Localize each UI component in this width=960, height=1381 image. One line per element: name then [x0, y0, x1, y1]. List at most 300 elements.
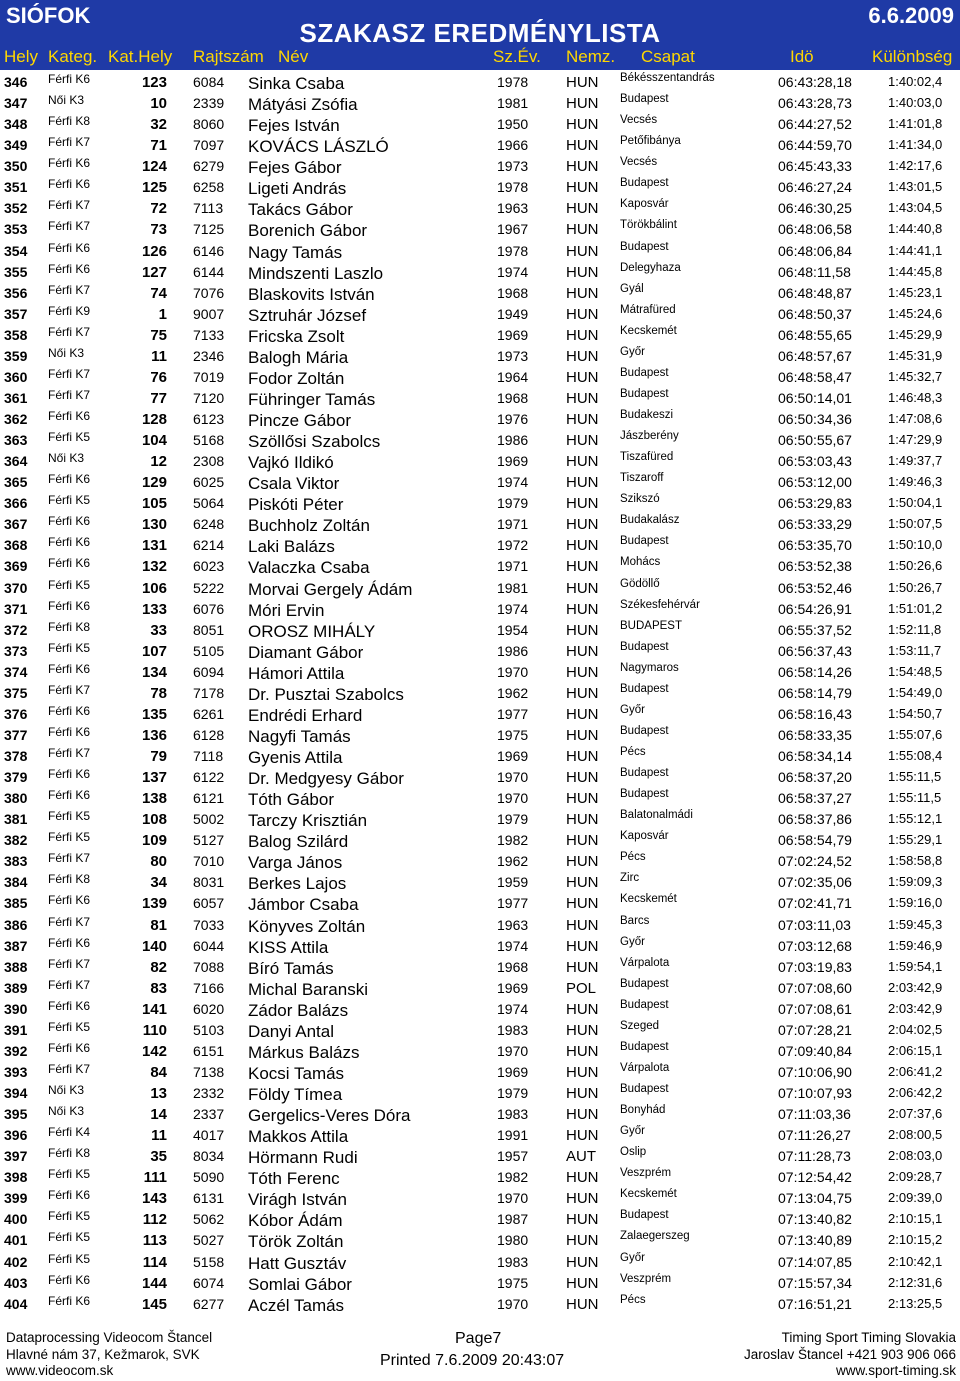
time-difference: 1:55:07,6 [888, 726, 943, 742]
rank: 352 [4, 200, 28, 217]
club: Vecsés [620, 156, 658, 169]
time-difference: 1:43:01,5 [888, 179, 943, 195]
athlete-name: Mátyási Zsófia [248, 95, 358, 115]
club: Győr [620, 1125, 645, 1138]
club: Kecskemét [620, 324, 677, 337]
nationality: HUN [566, 347, 599, 365]
category-place: 126 [141, 242, 167, 260]
club: Delegyhaza [620, 261, 681, 274]
club: Zalaegerszeg [620, 1230, 690, 1243]
category: Férfi K8 [48, 619, 91, 634]
bib-number: 6094 [193, 663, 225, 680]
category-place: 71 [150, 137, 167, 155]
category: Férfi K6 [48, 998, 91, 1013]
finish-time: 06:53:52,38 [778, 558, 852, 575]
table-row [0, 155, 960, 176]
time-difference: 2:08:03,0 [888, 1148, 943, 1164]
birth-year: 1982 [497, 832, 529, 849]
bib-number: 7019 [193, 368, 225, 385]
club: Kecskemét [620, 893, 677, 906]
category: Férfi K6 [48, 661, 91, 676]
finish-time: 07:14:07,85 [778, 1253, 852, 1270]
category-place: 72 [150, 200, 167, 218]
club: Székesfehérvár [620, 598, 700, 611]
rank: 401 [4, 1232, 28, 1249]
time-difference: 1:59:45,3 [888, 916, 943, 932]
finish-time: 07:10:07,93 [778, 1085, 852, 1101]
table-row [0, 1293, 960, 1314]
club: Győr [620, 1251, 645, 1264]
finish-time: 07:03:19,83 [778, 958, 852, 975]
nationality: HUN [566, 1274, 599, 1292]
table-row [0, 956, 960, 977]
finish-time: 06:58:16,43 [778, 705, 852, 722]
finish-time: 06:55:37,52 [778, 621, 852, 638]
table-row [0, 1166, 960, 1187]
birth-year: 1975 [497, 1274, 529, 1291]
club: Zirc [620, 872, 640, 885]
time-difference: 1:41:01,8 [888, 116, 943, 132]
athlete-name: Dr. Pusztai Szabolcs [248, 684, 404, 704]
category: Férfi K6 [48, 535, 91, 550]
birth-year: 1949 [497, 305, 529, 322]
location-title: SIÓFOK [6, 3, 91, 28]
club: Jászberény [620, 430, 679, 443]
time-difference: 2:09:39,0 [888, 1190, 943, 1206]
table-row [0, 1061, 960, 1082]
rank: 351 [4, 179, 28, 196]
club: Budapest [620, 240, 669, 253]
club: Budapest [620, 177, 669, 190]
rank: 385 [4, 895, 28, 912]
rank: 367 [4, 516, 28, 533]
finish-time: 07:15:57,34 [778, 1274, 852, 1291]
category: Női K3 [48, 451, 85, 466]
bib-number: 6076 [193, 600, 225, 617]
nationality: HUN [566, 621, 599, 639]
rank: 365 [4, 474, 28, 491]
table-row [0, 303, 960, 324]
time-difference: 1:50:04,1 [888, 495, 943, 511]
athlete-name: Berkes Lajos [248, 874, 347, 894]
nationality: HUN [566, 1232, 599, 1250]
birth-year: 1970 [497, 663, 529, 680]
athlete-name: Könyves Zoltán [248, 916, 366, 936]
table-row [0, 1103, 960, 1124]
athlete-name: Takács Gábor [248, 200, 353, 220]
nationality: HUN [566, 1042, 599, 1060]
birth-year: 1976 [497, 411, 529, 427]
bib-number: 6151 [193, 1042, 225, 1059]
birth-year: 1968 [497, 284, 529, 301]
table-row [0, 829, 960, 850]
footer-timing: Timing Sport Timing Slovakia [781, 1330, 956, 1345]
bib-number: 6074 [193, 1274, 225, 1291]
birth-year: 1979 [497, 811, 529, 828]
category-place: 80 [150, 853, 167, 871]
finish-time: 06:53:29,83 [778, 495, 852, 512]
finish-time: 06:48:11,58 [778, 263, 851, 280]
category-place: 137 [141, 769, 167, 787]
rank: 372 [4, 621, 28, 638]
birth-year: 1974 [497, 474, 529, 491]
category-place: 107 [141, 642, 167, 660]
club: Petőfibánya [620, 135, 681, 148]
athlete-name: KISS Attila [248, 937, 329, 957]
nationality: HUN [566, 137, 599, 155]
birth-year: 1969 [497, 453, 529, 470]
category-place: 133 [141, 600, 167, 618]
club: Pécs [620, 851, 646, 864]
rank: 348 [4, 116, 28, 133]
time-difference: 1:41:34,0 [888, 137, 943, 153]
finish-time: 06:46:30,25 [778, 200, 852, 217]
category: Férfi K5 [48, 1209, 91, 1224]
finish-time: 06:53:35,70 [778, 537, 852, 554]
category-place: 111 [143, 1169, 167, 1187]
time-difference: 1:45:23,1 [888, 284, 943, 300]
rank: 392 [4, 1042, 28, 1059]
rank: 353 [4, 221, 28, 238]
birth-year: 1970 [497, 1190, 529, 1207]
nationality: HUN [566, 705, 599, 723]
rank: 375 [4, 684, 28, 701]
table-row [0, 366, 960, 387]
finish-time: 06:48:58,47 [778, 368, 852, 385]
finish-time: 06:53:52,46 [778, 579, 852, 596]
bib-number: 7010 [193, 853, 225, 870]
category-place: 76 [150, 368, 167, 386]
birth-year: 1974 [497, 600, 529, 617]
category-place: 73 [150, 221, 167, 239]
athlete-name: Gergelics-Veres Dóra [248, 1106, 411, 1126]
birth-year: 1980 [497, 1232, 529, 1249]
category: Női K3 [48, 345, 85, 360]
athlete-name: Csala Viktor [248, 474, 340, 494]
club: BUDAPEST [620, 619, 682, 632]
time-difference: 1:45:29,9 [888, 326, 943, 342]
table-row [0, 92, 960, 113]
birth-year: 1972 [497, 537, 529, 554]
time-difference: 1:47:29,9 [888, 432, 943, 448]
athlete-name: Fricska Zsolt [248, 326, 345, 346]
category: Férfi K6 [48, 72, 91, 86]
nationality: HUN [566, 495, 599, 513]
birth-year: 1967 [497, 221, 529, 238]
category-place: 127 [141, 263, 167, 281]
athlete-name: Szöllősi Szabolcs [248, 432, 381, 452]
category: Férfi K6 [48, 1188, 91, 1203]
col-hely: Hely [4, 47, 39, 66]
rank: 394 [4, 1085, 28, 1101]
birth-year: 1962 [497, 853, 529, 870]
club: Budakeszi [620, 409, 674, 421]
category: Férfi K6 [48, 1272, 91, 1287]
bib-number: 5158 [193, 1253, 225, 1270]
rank: 404 [4, 1295, 28, 1312]
birth-year: 1987 [497, 1211, 529, 1228]
finish-time: 06:48:06,58 [778, 221, 852, 238]
bib-number: 5062 [193, 1211, 225, 1228]
table-row [0, 998, 960, 1019]
category-place: 128 [141, 411, 167, 428]
rank: 376 [4, 705, 28, 722]
finish-time: 07:02:41,71 [778, 895, 852, 912]
time-difference: 1:49:46,3 [888, 474, 943, 490]
bib-number: 6121 [193, 790, 225, 807]
table-row [0, 240, 960, 261]
bib-number: 5127 [193, 832, 225, 849]
time-difference: 2:10:15,2 [888, 1232, 943, 1248]
finish-time: 06:50:34,36 [778, 411, 852, 427]
time-difference: 1:44:40,8 [888, 221, 943, 237]
rank: 380 [4, 790, 28, 807]
rank: 382 [4, 832, 28, 849]
nationality: HUN [566, 726, 599, 744]
finish-time: 06:44:59,70 [778, 137, 852, 154]
athlete-name: Somlai Gábor [248, 1274, 352, 1294]
finish-time: 06:48:57,67 [778, 347, 852, 364]
category: Férfi K4 [48, 1125, 91, 1140]
time-difference: 1:46:48,3 [888, 389, 943, 405]
time-difference: 1:50:26,6 [888, 558, 943, 574]
nationality: HUN [566, 389, 599, 407]
time-difference: 1:55:11,5 [888, 790, 942, 806]
category: Férfi K6 [48, 767, 91, 782]
nationality: HUN [566, 432, 599, 450]
rank: 369 [4, 558, 28, 575]
club: Budapest [620, 93, 669, 106]
col-nev: Név [278, 47, 309, 66]
category: Férfi K7 [48, 746, 91, 760]
category-place: 105 [141, 495, 167, 513]
club: Mohács [620, 556, 661, 569]
table-row [0, 808, 960, 829]
club: Várpalota [620, 956, 670, 969]
birth-year: 1974 [497, 937, 529, 954]
athlete-name: Balogh Mária [248, 347, 349, 367]
birth-year: 1969 [497, 326, 529, 343]
rank: 363 [4, 432, 28, 449]
athlete-name: Bíró Tamás [248, 958, 334, 978]
category: Férfi K8 [48, 1146, 91, 1161]
athlete-name: Földy Tímea [248, 1085, 343, 1104]
category-place: 134 [141, 663, 167, 681]
category-place: 125 [141, 179, 167, 197]
table-row [0, 555, 960, 576]
category-place: 140 [141, 937, 167, 955]
nationality: HUN [566, 1000, 599, 1018]
table-row [0, 513, 960, 534]
category-place: 104 [141, 432, 167, 450]
rank: 402 [4, 1253, 28, 1270]
finish-time: 07:11:26,27 [778, 1127, 851, 1144]
category: Férfi K5 [48, 1230, 91, 1245]
category-place: 135 [141, 705, 167, 723]
page-title: SZAKASZ EREDMÉNYLISTA [299, 18, 661, 48]
bib-number: 6044 [193, 937, 225, 954]
bib-number: 6123 [193, 411, 225, 427]
finish-time: 06:45:43,33 [778, 158, 852, 175]
time-difference: 1:50:26,7 [888, 579, 943, 595]
club: Budapest [620, 977, 669, 990]
time-difference: 2:09:28,7 [888, 1169, 943, 1185]
category: Férfi K5 [48, 577, 91, 592]
club: Budapest [620, 682, 669, 695]
rank: 349 [4, 137, 28, 154]
rank: 377 [4, 726, 28, 743]
athlete-name: OROSZ MIHÁLY [248, 621, 376, 641]
category-place: 79 [150, 748, 167, 765]
bib-number: 2308 [193, 453, 225, 470]
birth-year: 1970 [497, 1295, 529, 1312]
bib-number: 7133 [193, 326, 225, 343]
rank: 387 [4, 937, 28, 954]
birth-year: 1970 [497, 1042, 529, 1059]
rank: 379 [4, 769, 28, 786]
nationality: HUN [566, 221, 599, 239]
table-row [0, 871, 960, 892]
rank: 400 [4, 1211, 28, 1228]
birth-year: 1977 [497, 895, 529, 912]
finish-time: 07:13:40,82 [778, 1211, 852, 1228]
category: Férfi K6 [48, 556, 91, 571]
club: Győr [620, 703, 645, 716]
nationality: HUN [566, 558, 599, 576]
bib-number: 6258 [193, 179, 225, 196]
table-row [0, 661, 960, 682]
finish-time: 07:13:04,75 [778, 1190, 852, 1207]
club: Budapest [620, 1040, 669, 1053]
time-difference: 1:54:49,0 [888, 684, 943, 700]
table-row [0, 935, 960, 956]
bib-number: 7120 [193, 389, 225, 406]
category: Férfi K5 [48, 640, 91, 655]
category: Férfi K7 [48, 977, 91, 992]
finish-time: 07:09:40,84 [778, 1042, 852, 1059]
finish-time: 06:48:06,84 [778, 242, 852, 259]
time-difference: 1:59:46,9 [888, 937, 943, 953]
nationality: HUN [566, 411, 599, 428]
table-row [0, 176, 960, 197]
athlete-name: Michal Baranski [248, 979, 368, 999]
birth-year: 1982 [497, 1169, 529, 1186]
category: Férfi K5 [48, 809, 91, 824]
page-header [0, 0, 960, 70]
table-row [0, 745, 960, 766]
category-place: 10 [150, 95, 167, 113]
category: Férfi K5 [48, 493, 91, 508]
club: Várpalota [620, 1061, 670, 1074]
club: Tiszafüred [620, 451, 674, 464]
time-difference: 1:55:08,4 [888, 748, 943, 763]
bib-number: 7033 [193, 916, 225, 933]
bib-number: 5222 [193, 579, 225, 596]
time-difference: 1:44:45,8 [888, 263, 943, 279]
category-place: 123 [141, 74, 167, 91]
category: Férfi K8 [48, 872, 91, 887]
athlete-name: Aczél Tamás [248, 1295, 345, 1315]
category: Férfi K5 [48, 1167, 91, 1182]
nationality: HUN [566, 853, 599, 871]
birth-year: 1969 [497, 1063, 529, 1080]
rank: 358 [4, 326, 28, 343]
rank: 373 [4, 642, 28, 659]
athlete-name: Morvai Gergely Ádám [248, 579, 413, 599]
athlete-name: Dr. Medgyesy Gábor [248, 769, 404, 789]
category: Férfi K7 [48, 282, 91, 297]
birth-year: 1978 [497, 242, 529, 259]
table-row [0, 850, 960, 871]
time-difference: 1:55:12,1 [888, 811, 943, 827]
table-row [0, 429, 960, 450]
athlete-name: Blaskovits István [248, 284, 375, 304]
finish-time: 06:44:27,52 [778, 116, 852, 133]
club: Békésszentandrás [620, 72, 715, 84]
time-difference: 2:12:31,6 [888, 1274, 943, 1290]
category: Férfi K7 [48, 324, 91, 339]
category: Férfi K6 [48, 514, 91, 529]
club: Mátrafüred [620, 303, 676, 316]
club: Bonyhád [620, 1104, 666, 1117]
bib-number: 8060 [193, 116, 225, 133]
nationality: HUN [566, 1295, 599, 1313]
category: Férfi K8 [48, 114, 91, 129]
footer-company: Dataprocessing Videocom Štancel [6, 1330, 213, 1345]
table-row [0, 619, 960, 640]
category: Férfi K6 [48, 409, 91, 423]
category-place: 114 [142, 1253, 167, 1271]
rank: 370 [4, 579, 28, 596]
category: Férfi K6 [48, 240, 91, 255]
category-place: 141 [141, 1000, 167, 1018]
category: Férfi K6 [48, 893, 91, 908]
category-place: 138 [141, 790, 167, 808]
category: Férfi K7 [48, 387, 91, 402]
category-place: 109 [141, 832, 167, 850]
bib-number: 8031 [193, 874, 225, 891]
time-difference: 1:44:41,1 [888, 242, 943, 258]
birth-year: 1991 [497, 1127, 529, 1144]
bib-number: 7138 [193, 1063, 225, 1080]
athlete-name: Kóbor Ádám [248, 1211, 343, 1231]
category-place: 112 [142, 1211, 167, 1229]
birth-year: 1950 [497, 116, 529, 133]
nationality: HUN [566, 874, 599, 892]
time-difference: 1:50:07,5 [888, 516, 943, 532]
finish-time: 06:58:34,14 [778, 748, 852, 764]
table-row [0, 492, 960, 513]
col-rajtszam: Rajtszám [193, 47, 264, 66]
birth-year: 1971 [497, 516, 529, 533]
time-difference: 1:58:58,8 [888, 853, 943, 869]
finish-time: 06:50:14,01 [778, 389, 852, 406]
time-difference: 1:43:04,5 [888, 200, 943, 216]
category: Férfi K5 [48, 1251, 91, 1266]
nationality: HUN [566, 305, 599, 323]
category: Férfi K7 [48, 1061, 91, 1076]
bib-number: 6023 [193, 558, 225, 575]
table-row [0, 218, 960, 239]
col-ido: Idö [790, 47, 814, 66]
category: Férfi K6 [48, 177, 91, 192]
rank: 383 [4, 853, 28, 870]
club: Budapest [620, 1209, 669, 1222]
category: Férfi K5 [48, 430, 91, 445]
nationality: HUN [566, 1253, 599, 1271]
footer-printed: Printed 7.6.2009 20:43:07 [380, 1352, 565, 1369]
club: Törökbálint [620, 219, 677, 232]
